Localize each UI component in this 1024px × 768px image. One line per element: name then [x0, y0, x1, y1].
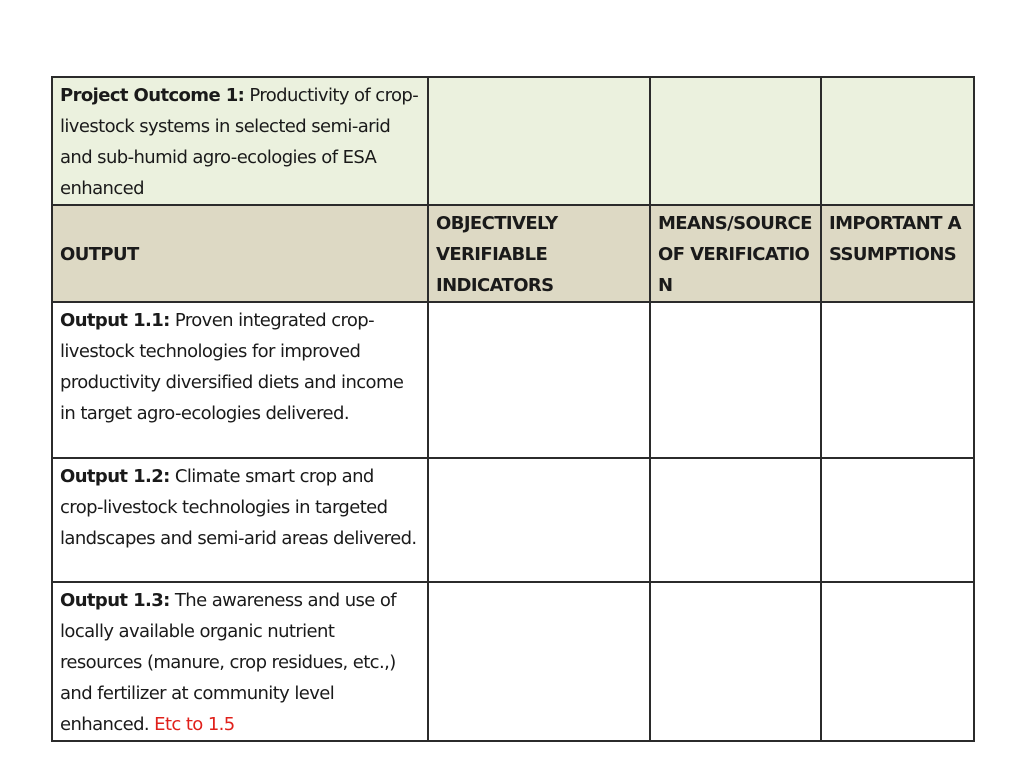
- output-text: Proven integrated crop-livestock technologies for improved productivity diversified diets and income in target agro-ecologies delivered.: [60, 310, 404, 424]
- indicators-cell: [428, 302, 650, 458]
- outcome-label: Project Outcome 1:: [60, 85, 245, 106]
- means-cell: [650, 302, 821, 458]
- output-label: Output 1.1:: [60, 310, 170, 331]
- table-row: [52, 458, 974, 582]
- header-output-text: OUTPUT: [60, 244, 139, 265]
- etc-note: Etc to 1.5: [154, 714, 235, 735]
- header-indicators: [428, 205, 650, 302]
- output-label: Output 1.2:: [60, 466, 170, 487]
- logframe-table: [51, 76, 975, 742]
- header-assumptions: [821, 205, 974, 302]
- output-1-2-cell: [52, 458, 428, 582]
- output-1-3-cell: [52, 582, 428, 741]
- header-assumptions-text: IMPORTANT ASSUMPTIONS: [829, 213, 961, 265]
- means-cell: [650, 458, 821, 582]
- outcome-assumptions-cell: [821, 77, 974, 205]
- header-indicators-text: OBJECTIVELY VERIFIABLE INDICATORS: [436, 213, 558, 296]
- header-row: [52, 205, 974, 302]
- outcome-means-cell: [650, 77, 821, 205]
- indicators-cell: [428, 582, 650, 741]
- output-1-1-cell: [52, 302, 428, 458]
- assumptions-cell: [821, 582, 974, 741]
- outcome-row: [52, 77, 974, 205]
- indicators-cell: [428, 458, 650, 582]
- means-cell: [650, 582, 821, 741]
- assumptions-cell: [821, 458, 974, 582]
- output-text: Climate smart crop and crop-livestock technologies in targeted landscapes and semi-arid areas delivered.: [60, 466, 417, 549]
- header-output: [52, 205, 428, 302]
- header-means-text: MEANS/SOURCE OF VERIFICATION: [658, 213, 812, 296]
- assumptions-cell: [821, 302, 974, 458]
- table-row: [52, 302, 974, 458]
- output-text: The awareness and use of locally available organic nutrient resources (manure, crop residues, etc.,) and fertilizer at community level enhanced.: [60, 590, 397, 735]
- output-label: Output 1.3:: [60, 590, 170, 611]
- outcome-cell: [52, 77, 428, 205]
- table-row: [52, 582, 974, 741]
- outcome-indicators-cell: [428, 77, 650, 205]
- outcome-text: Productivity of crop-livestock systems in selected semi-arid and sub-humid agro-ecologies of ESA enhanced: [60, 85, 419, 199]
- header-means: [650, 205, 821, 302]
